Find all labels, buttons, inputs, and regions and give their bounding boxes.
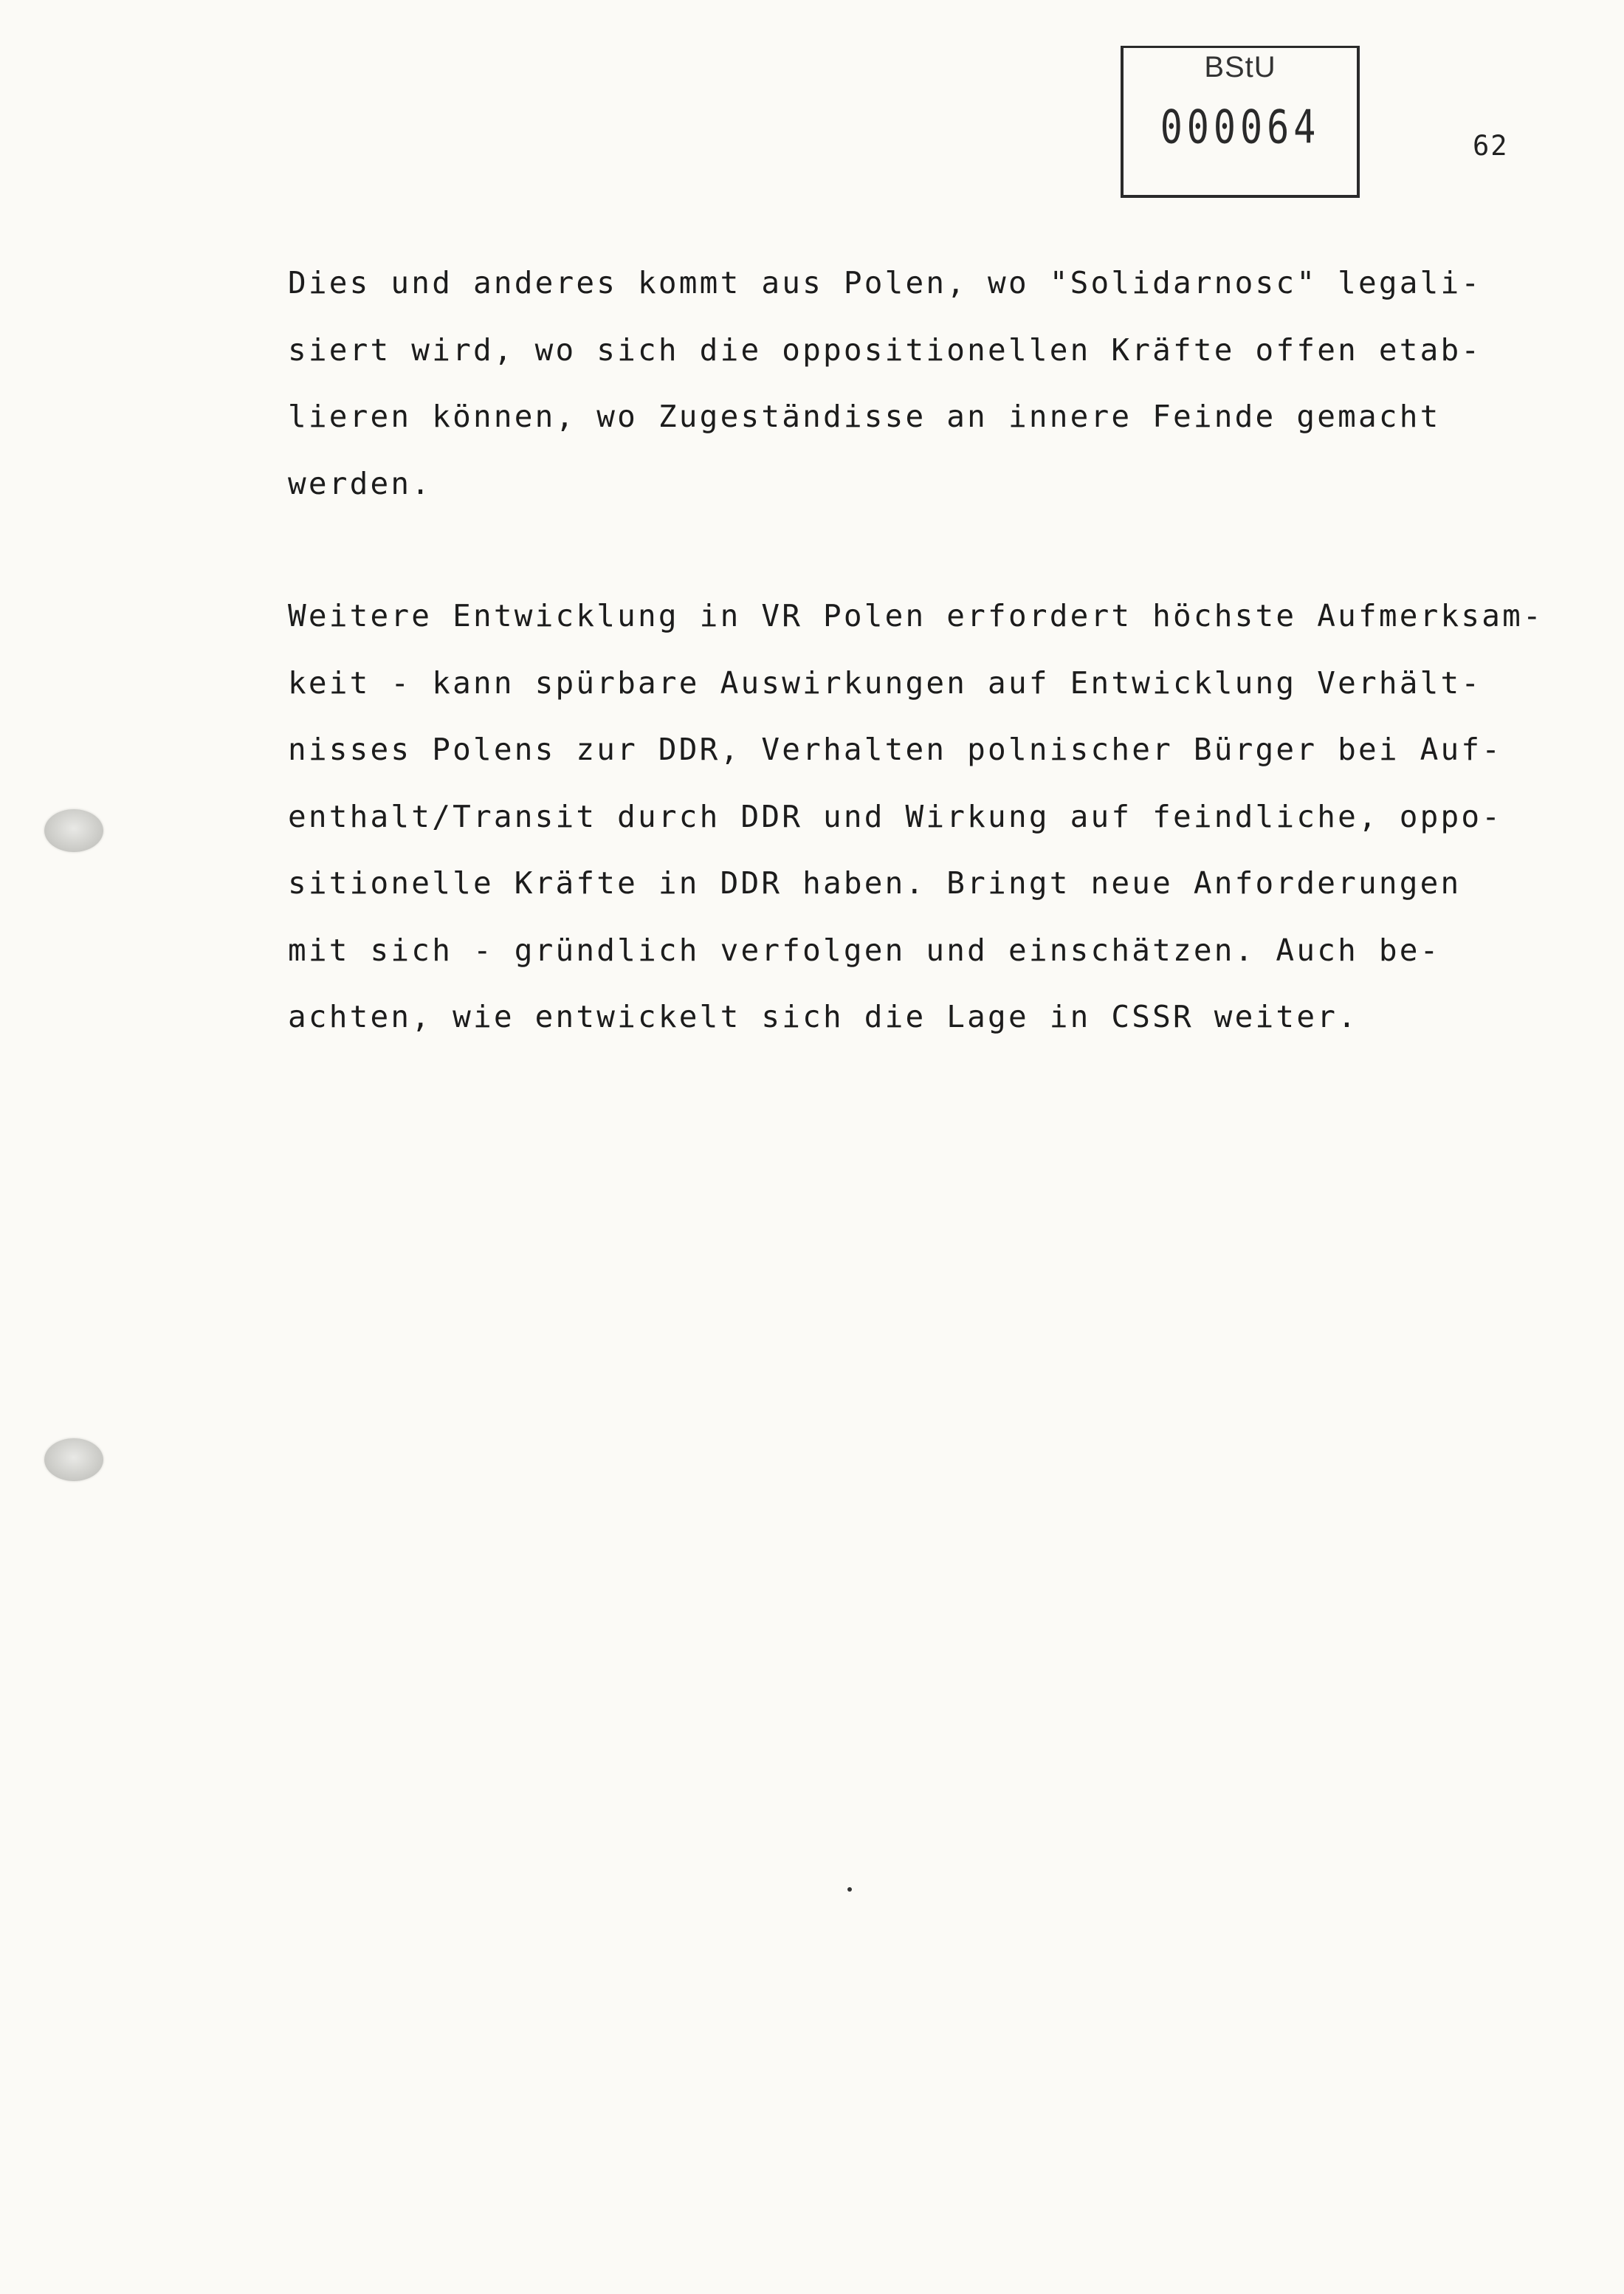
text-line: siert wird, wo sich die oppositionellen Kräfte offen etab- bbox=[288, 332, 1482, 368]
paragraph-1 bbox=[288, 250, 1543, 517]
text-line: mit sich - gründlich verfolgen und einschätzen. Auch be- bbox=[288, 932, 1441, 968]
punch-hole bbox=[44, 1438, 103, 1481]
text-line: keit - kann spürbare Auswirkungen auf Entwicklung Verhält- bbox=[288, 664, 1482, 701]
page-number: 62 bbox=[1473, 130, 1509, 162]
text-line: lieren können, wo Zugeständisse an innere Feinde gemacht bbox=[288, 399, 1441, 434]
text-line: enthalt/Transit durch DDR und Wirkung auf feindliche, oppo- bbox=[288, 798, 1503, 834]
text-line: Weitere Entwicklung in VR Polen erfordert höchste Aufmerksam- bbox=[288, 598, 1544, 633]
punch-hole bbox=[44, 809, 103, 852]
text-line: achten, wie entwickelt sich die Lage in CSSR weiter. bbox=[288, 999, 1358, 1034]
text-line: werden. bbox=[288, 465, 433, 501]
paragraph-2 bbox=[288, 583, 1543, 1051]
stamp-label: BStU bbox=[1204, 51, 1276, 83]
stamp-number: 000064 bbox=[1160, 100, 1321, 154]
text-line: sitionelle Kräfte in DDR haben. Bringt neue Anforderungen bbox=[288, 865, 1462, 901]
text-line: nisses Polens zur DDR, Verhalten polnischer Bürger bei Auf- bbox=[288, 732, 1503, 767]
text-line: Dies und anderes kommt aus Polen, wo "Solidarnosc" legali- bbox=[288, 265, 1482, 301]
archive-stamp bbox=[1121, 46, 1360, 198]
ink-speck bbox=[847, 1887, 852, 1892]
